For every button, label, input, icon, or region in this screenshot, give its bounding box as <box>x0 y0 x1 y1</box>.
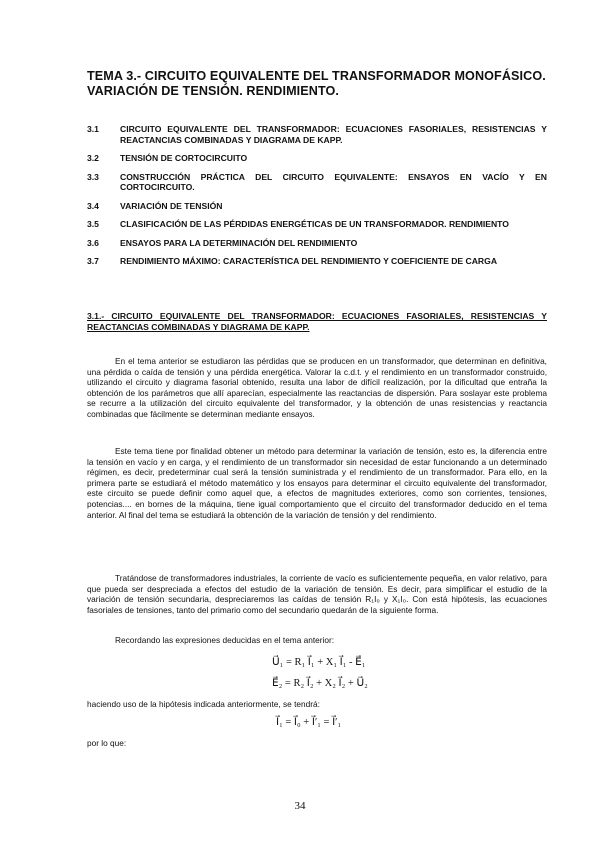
paragraph-intro <box>87 356 547 420</box>
toc-item <box>87 124 547 145</box>
table-of-contents <box>87 124 547 275</box>
paragraph-text: Tratándose de transformadores industriales, la corriente de vacío es suficientemente pequeña, en valor relativo, para que pueda ser despreciada a efectos del estudio de la variación de tensión. Es decir, para simplificar el estudio de la variación de tensión secundaria, despreciaremos las caídas de tensión R₁I₀ y X₁I₀. Con está hipótesis, las ecuaciones fasoriales de tensiones, tanto del primario como del secundario quedarán de la siguiente forma. <box>87 573 547 615</box>
paragraph-text: En el tema anterior se estudiaron las pérdidas que se producen en un transformador, que determinan en definitiva, una pérdida o caída de tensión y una pérdida energética. Valorar la c.d.t. y el rendimiento en un transformador construido, utilizando el circuito y diagrama fasorial obtenido, resulta una labor de difícil realización, por la dificultad que entraña la obtención de los parámetros que allí aparecían, especialmente las reactancias de dispersión. Para soslayar este problema se recurre a la utilización del circuito equivalente del transformador, y la obtención de unas resistencias y reactancia combinadas que fácilmente se determinan mediante ensayos. <box>87 356 547 419</box>
page-title: TEMA 3.- CIRCUITO EQUIVALENTE DEL TRANSFORMADOR MONOFÁSICO. VARIACIÓN DE TENSIÓN. RENDIMIENTO. <box>87 69 546 98</box>
paragraph-hypothesis <box>87 573 547 615</box>
toc-text: TENSIÓN DE CORTOCIRCUITO <box>120 153 248 163</box>
toc-text: VARIACIÓN DE TENSIÓN <box>120 200 223 211</box>
toc-item <box>87 153 547 164</box>
toc-number: 3.4 <box>87 200 99 211</box>
toc-text: RENDIMIENTO MÁXIMO: CARACTERÍSTICA DEL RENDIMIENTO Y COEFICIENTE DE CARGA <box>120 256 498 266</box>
toc-item <box>87 172 547 193</box>
equation-secondary: E⃗₂ = R₂ I⃗₂ + X₂ I⃗₂ + U⃗₂ <box>272 678 368 689</box>
paragraph-purpose <box>87 446 547 520</box>
toc-text: CIRCUITO EQUIVALENTE DEL TRANSFORMADOR: ECUACIONES FASORIALES, RESISTENCIAS Y REACTANCIAS COMBINADAS Y DIAGRAMA DE KAPP. <box>120 124 547 145</box>
page-number: 34 <box>294 800 306 812</box>
toc-item <box>87 256 547 267</box>
equation-primary: U⃗₁ = R₁ I⃗₁ + X₁ I⃗₁ - E⃗₁ <box>272 657 366 668</box>
toc-number: 3.5 <box>87 219 99 229</box>
toc-number: 3.1 <box>87 124 99 134</box>
toc-text: CLASIFICACIÓN DE LAS PÉRDIDAS ENERGÉTICAS DE UN TRANSFORMADOR. RENDIMIENTO <box>120 219 509 229</box>
toc-number: 3.2 <box>87 153 99 163</box>
toc-item <box>87 201 547 212</box>
toc-number: 3.7 <box>87 256 99 266</box>
paragraph-text: Recordando las expresiones deducidas en el tema anterior: <box>115 635 335 645</box>
equation-currents: I⃗₁ = I⃗₀ + I⃗′₁ = I⃗′₁ <box>276 717 342 728</box>
toc-number: 3.6 <box>87 237 99 248</box>
section-heading: 3.1.- CIRCUITO EQUIVALENTE DEL TRANSFORMADOR: ECUACIONES FASORIALES, RESISTENCIAS Y REACTANCIAS COMBINADAS Y DIAGRAMA DE KAPP. <box>87 311 547 332</box>
toc-text: CONSTRUCCIÓN PRÁCTICA DEL CIRCUITO EQUIVALENTE: ENSAYOS EN VACÍO Y EN CORTOCIRCUITO. <box>120 171 547 192</box>
paragraph-recall <box>87 635 547 646</box>
paragraph-therefore <box>87 738 547 749</box>
toc-item <box>87 219 547 230</box>
paragraph-text: Este tema tiene por finalidad obtener un método para determinar la variación de tensión, esto es, la diferencia entre la tensión en vacío y en carga, y el rendimiento de un transformador sin necesidad de estar funcionando a un determinado régimen, es decir, predeterminar cual será la tensión suministrada y el rendimiento de un transformador. Para ello, en la primera parte se estudiará el método matemático y los ensayos para determinar el circuito equivalente del transformador, este circuito se puede definir como aquel que, a efectos de magnitudes exteriores, como son corrientes, tensiones, potencias.... en bornes de la máquina, tiene igual comportamiento que el circuito del transformador deducido en el tema anterior. Al final del tema se estudiará la obtención de la variación de tensión y del rendimiento. <box>87 446 547 520</box>
paragraph-hypothesis-use <box>87 699 547 710</box>
paragraph-text: por lo que: <box>87 738 127 748</box>
toc-item <box>87 238 547 249</box>
paragraph-text: haciendo uso de la hipótesis indicada anteriormente, se tendrá: <box>87 699 320 709</box>
toc-number: 3.3 <box>87 171 99 182</box>
toc-text: ENSAYOS PARA LA DETERMINACIÓN DEL RENDIMIENTO <box>120 237 358 248</box>
